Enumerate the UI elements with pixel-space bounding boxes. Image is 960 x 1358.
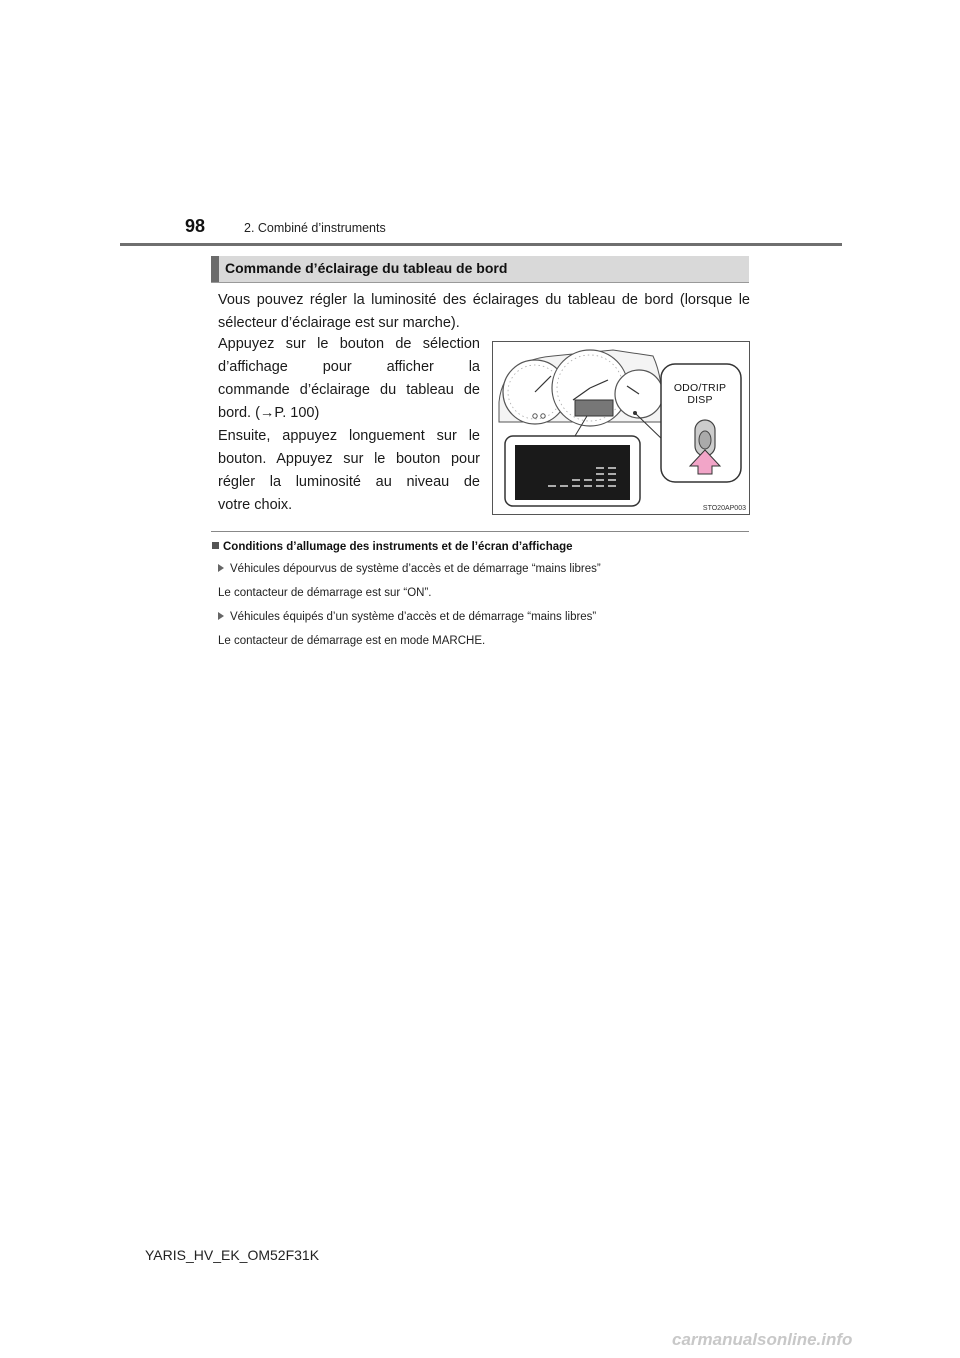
section-header-accent [211, 256, 219, 282]
button-tip [699, 431, 711, 449]
header-rule [120, 243, 842, 246]
section-header-underline [211, 282, 749, 283]
condition-item [218, 563, 601, 575]
footer-document-code: YARIS_HV_EK_OM52F31K [145, 1247, 320, 1263]
instruction-line: bord. (→P. 100) [218, 405, 320, 421]
condition-label: Véhicules dépourvus de système d’accès et de démarrage “mains libres” [230, 563, 601, 575]
instruction-line: commande d’éclairage du tableau de [218, 382, 480, 398]
cluster-drawing [493, 342, 750, 515]
button-label-line: ODO/TRIP [673, 382, 727, 394]
condition-item [218, 611, 596, 623]
instruction-line: votre choix. [218, 497, 293, 513]
conditions-title-text: Conditions d’allumage des instruments et de l’écran d’affichage [223, 541, 573, 553]
chapter-title: 2. Combiné d’instruments [244, 221, 386, 235]
section-title: Commande d’éclairage du tableau de bord [225, 260, 508, 276]
condition-text: Le contacteur de démarrage est sur “ON”. [218, 587, 432, 599]
button-label [665, 382, 735, 406]
instruction-paragraph [218, 333, 480, 517]
condition-text: Le contacteur de démarrage est en mode MARCHE. [218, 635, 486, 647]
instruction-line: régler la luminosité au niveau de [218, 474, 480, 490]
triangle-bullet-icon [218, 612, 224, 620]
instruction-line: Ensuite, appuyez longuement sur le [218, 428, 480, 444]
conditions-title [212, 541, 573, 553]
figure-caption: STO20AP003 [702, 505, 746, 512]
zoom-display-screen [515, 445, 630, 500]
instruction-line: d’affichage pour afficher la [218, 359, 480, 375]
center-display [575, 400, 613, 416]
watermark: carmanualsonline.info [672, 1330, 853, 1349]
page-number: 98 [185, 216, 206, 236]
intro-paragraph: Vous pouvez régler la luminosité des éclairages du tableau de bord (lorsque le sélecteur d’éclairage est sur marche). [218, 292, 750, 331]
triangle-bullet-icon [218, 564, 224, 572]
condition-label: Véhicules équipés d’un système d’accès et de démarrage “mains libres” [230, 611, 597, 623]
section-end-rule [211, 531, 749, 532]
instruction-line: Appuyez sur le bouton de sélection [218, 336, 480, 352]
square-bullet-icon [212, 542, 219, 549]
instrument-cluster-illustration [492, 341, 750, 515]
button-label-line: DISP [687, 394, 713, 406]
instruction-line: bouton. Appuyez sur le bouton pour [218, 451, 480, 467]
